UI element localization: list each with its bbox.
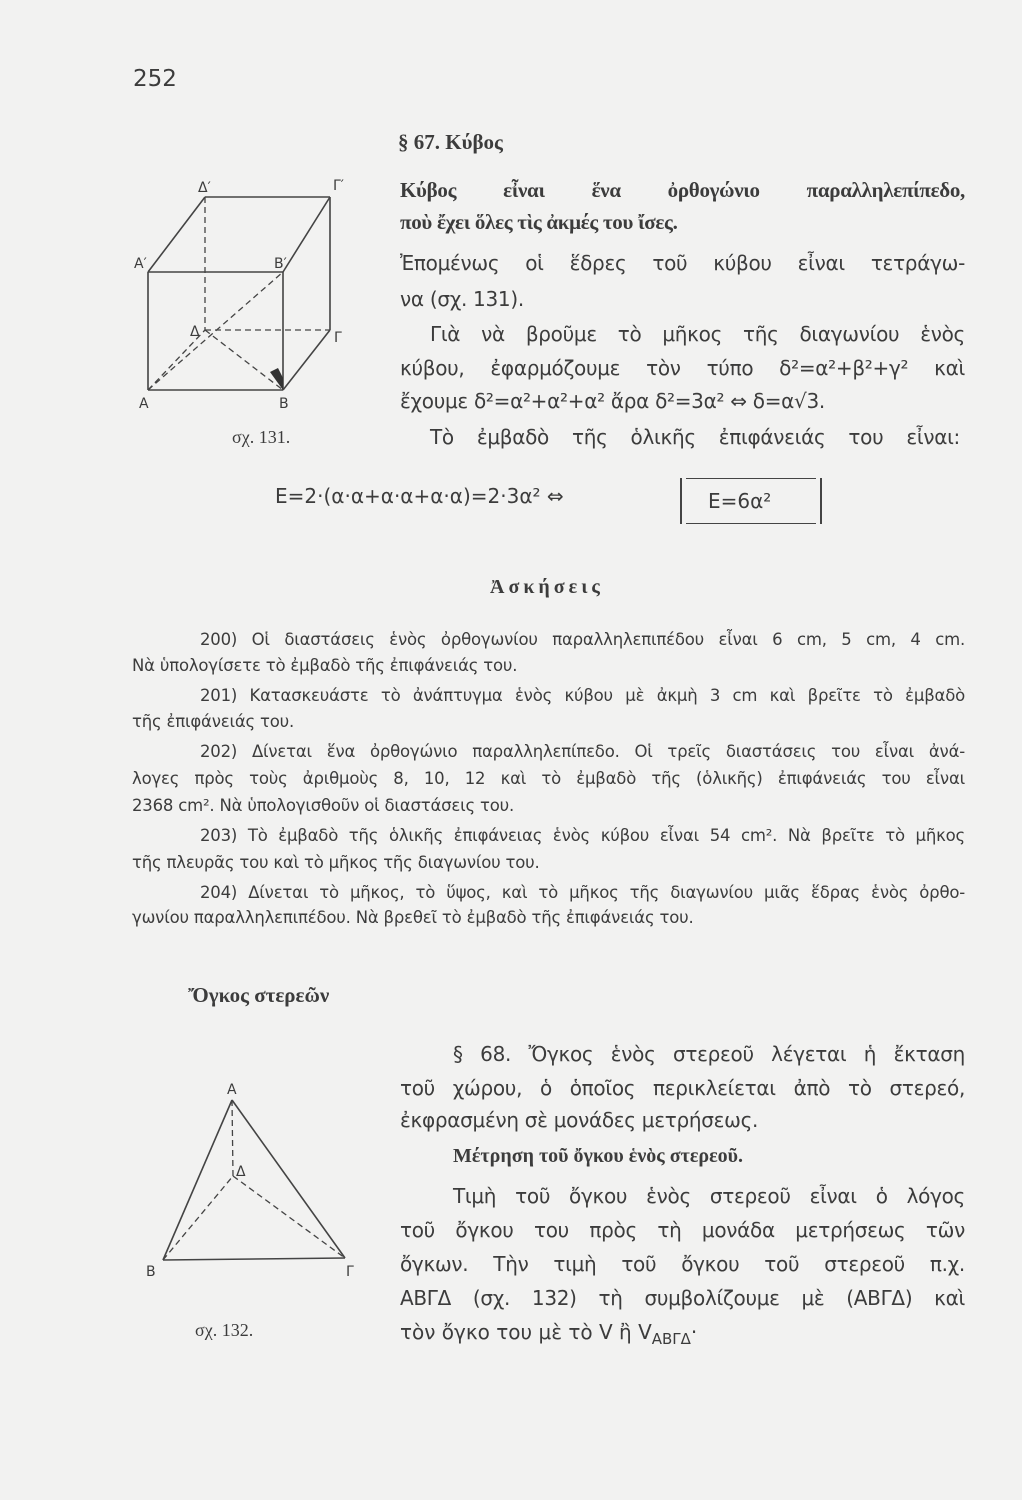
boxed-formula xyxy=(680,478,822,524)
exercise-line: 201) Κατασκευάστε τὸ ἀνάπτυγμα ἑνὸς κύβου μὲ ἀκμὴ 3 cm καὶ βρεῖτε τὸ ἐμβαδὸ xyxy=(200,686,965,705)
label-D: Δ xyxy=(236,1164,246,1180)
label-A1: A′ xyxy=(134,256,147,272)
exercise-line: 2368 cm². Νὰ ὑπολογισθοῦν οἱ διαστάσεις του. xyxy=(132,796,515,815)
surface-formula: E=2·(α·α+α·α+α·α)=2·3α² ⇔ xyxy=(275,484,564,508)
body-line: Γιὰ νὰ βροῦμε τὸ μῆκος τῆς διαγωνίου ἑνὸς xyxy=(430,322,965,346)
exercise-line: 200) Οἱ διαστάσεις ἑνὸς ὀρθογωνίου παραλληλεπιπέδου εἶναι 6 cm, 5 cm, 4 cm. xyxy=(200,630,965,649)
value-line: τοῦ ὄγκου του πρὸς τὴ μονάδα μετρήσεως τῶν xyxy=(400,1218,965,1242)
section-68-line: τοῦ χώρου, ὁ ὁποῖος περικλείεται ἀπὸ τὸ στερεό, xyxy=(400,1076,965,1100)
tetrahedron-figure xyxy=(140,1070,370,1280)
figure-131-caption: σχ. 131. xyxy=(232,427,291,447)
label-B1: B′ xyxy=(274,256,287,272)
label-A: A xyxy=(139,396,149,410)
figure-132-caption: σχ. 132. xyxy=(195,1320,254,1340)
value-line: Τιμὴ τοῦ ὄγκου ἑνὸς στερεοῦ εἶναι ὁ λόγος xyxy=(453,1184,965,1208)
label-G1: Γ′ xyxy=(333,178,344,194)
definition-line: Κύβος εἶναι ἕνα ὀρθογώνιο παραλληλεπίπεδο, xyxy=(400,178,965,202)
body-line: Τὸ ἐμβαδὸ τῆς ὁλικῆς ἐπιφάνειάς του εἶναι: xyxy=(430,425,960,449)
section-67-title: § 67. Κύβος xyxy=(398,130,503,154)
label-D1: Δ′ xyxy=(198,180,211,196)
exercise-line: τῆς ἐπιφάνειάς του. xyxy=(132,712,295,731)
page-number: 252 xyxy=(133,66,177,92)
label-B: B xyxy=(279,396,289,410)
exercise-line: γωνίου παραλληλεπιπέδου. Νὰ βρεθεῖ τὸ ἐμβαδὸ τῆς ἐπιφάνειάς του. xyxy=(132,908,694,927)
exercise-line: 203) Τὸ ἐμβαδὸ τῆς ὁλικῆς ἐπιφάνειας ἑνὸς κύβου εἶναι 54 cm². Νὰ βρεῖτε τὸ μῆκος xyxy=(200,826,965,845)
volume-heading: Ὄγκος στερεῶν xyxy=(188,983,330,1007)
label-D: Δ xyxy=(190,324,200,340)
exercise-line: τῆς πλευρᾶς του καὶ τὸ μῆκος τῆς διαγωνίου του. xyxy=(132,853,540,872)
value-line: ΑΒΓΔ (σχ. 132) τὴ συμβολίζουμε μὲ (ΑΒΓΔ) καὶ xyxy=(400,1286,965,1310)
value-line: τὸν ὄγκο του μὲ τὸ V ἢ $V_{AB\Gamma\Delta}\cdot$ xyxy=(400,1320,698,1348)
exercise-line: Νὰ ὑπολογίσετε τὸ ἐμβαδὸ τῆς ἐπιφάνειάς του. xyxy=(132,656,518,675)
measurement-subheading: Μέτρηση τοῦ ὄγκου ἑνὸς στερεοῦ. xyxy=(453,1145,743,1167)
label-B: B xyxy=(146,1264,156,1280)
boxed-formula-text: E=6α² xyxy=(708,489,772,513)
exercise-line: 202) Δίνεται ἕνα ὀρθογώνιο παραλληλεπίπεδο. Οἱ τρεῖς διαστάσεις του εἶναι ἀνά- xyxy=(200,742,965,761)
label-A: A xyxy=(227,1082,237,1098)
cube-figure xyxy=(120,170,360,410)
exercises-heading: Ἀσκήσεις xyxy=(490,576,604,598)
body-line: να (σχ. 131). xyxy=(400,287,524,311)
definition-line: ποὺ ἔχει ὅλες τὶς ἀκμές του ἴσες. xyxy=(400,210,678,234)
body-line: Ἐπομένως οἱ ἕδρες τοῦ κύβου εἶναι τετράγω- xyxy=(400,251,965,275)
section-68-line: ἐκφρασμένη σὲ μονάδες μετρήσεως. xyxy=(400,1108,759,1132)
volume-subscript: ΑΒΓΔ xyxy=(651,1330,691,1348)
section-68-line: § 68. Ὄγκος ἑνὸς στερεοῦ λέγεται ἡ ἔκταση xyxy=(453,1042,965,1066)
value-line-text: τὸν ὄγκο του μὲ τὸ V ἢ V xyxy=(400,1320,652,1344)
value-line: ὄγκων. Τὴν τιμὴ τοῦ ὄγκου τοῦ στερεοῦ π.χ. xyxy=(400,1252,965,1276)
exercise-line: λογες πρὸς τοὺς ἀριθμοὺς 8, 10, 12 καὶ τὸ ἐμβαδὸ τῆς (ὁλικῆς) ἐπιφάνειάς του εἶναι xyxy=(132,769,965,788)
body-line: ἔχουμε δ²=α²+α²+α² ἄρα δ²=3α² ⇔ δ=α√3. xyxy=(400,389,825,413)
body-line: κύβου, ἐφαρμόζουμε τὸν τύπο δ²=α²+β²+γ² καὶ xyxy=(400,356,965,380)
label-G: Γ xyxy=(346,1264,354,1280)
label-G: Γ xyxy=(334,330,342,346)
exercise-line: 204) Δίνεται τὸ μῆκος, τὸ ὕψος, καὶ τὸ μῆκος τῆς διαγωνίου μιᾶς ἕδρας ἑνὸς ὀρθο- xyxy=(200,883,965,902)
